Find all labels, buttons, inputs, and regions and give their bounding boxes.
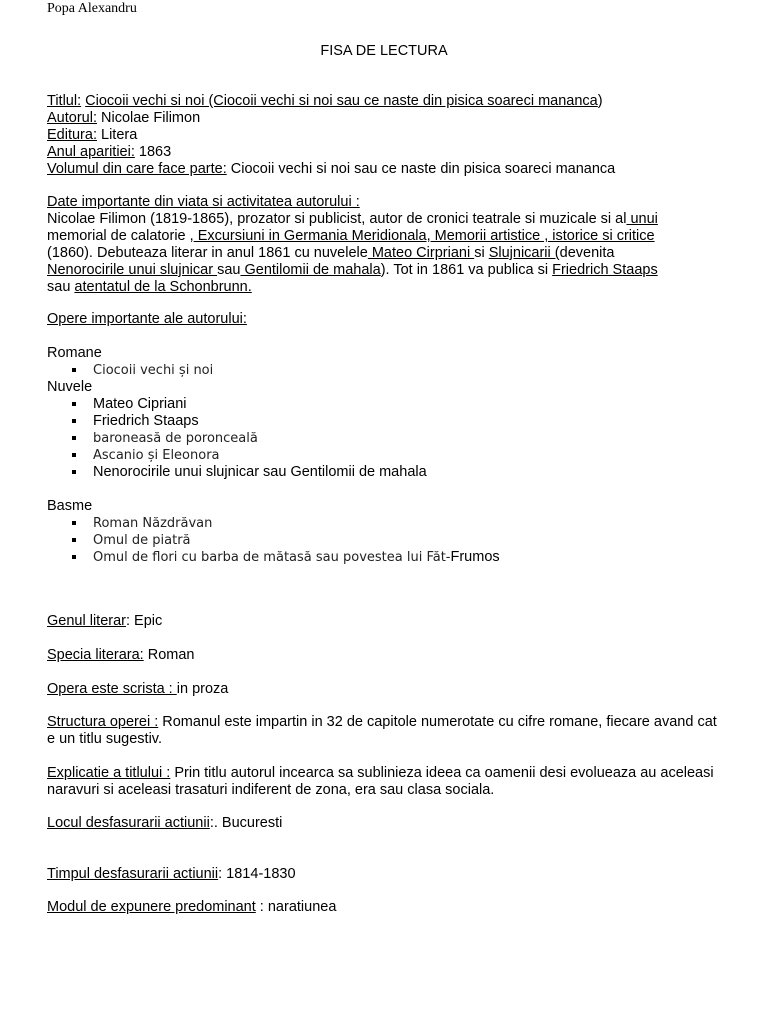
field-anul <box>47 144 727 161</box>
list-item: Roman Năzdrăvan <box>47 515 727 532</box>
bio-text-4: Excursiuni in Germania Meridionala, Memorii artistice , istorice si critice <box>193 228 655 244</box>
field-value-titlul-close: ) <box>597 93 603 109</box>
field-label-autorul: Autorul: <box>47 110 97 126</box>
field-value-autorul: Nicolae Filimon <box>96 110 201 126</box>
bio-line-1 <box>47 211 727 228</box>
list-item: Mateo Cipriani <box>47 396 727 413</box>
works-section <box>47 311 727 566</box>
list-item: Nenorocirile unui slujnicar sau Gentilomii de mahala <box>47 464 727 481</box>
romane-list <box>47 362 727 379</box>
basme-list <box>47 515 727 566</box>
scrisa-label: Opera este scrista : <box>47 681 177 697</box>
bio-text-14: Friedrich Staaps <box>552 262 658 278</box>
list-item: Omul de piatră <box>47 532 727 549</box>
scrisa-value: in proza <box>176 681 229 697</box>
bio-text-11: sau <box>217 262 241 278</box>
timpul-label: Timpul desfasurarii actiunii <box>47 866 219 882</box>
field-value-anul: 1863 <box>134 144 172 160</box>
explicatie-label: Explicatie a titlului : <box>47 765 171 781</box>
specia-label: Specia literara: <box>47 647 144 663</box>
nuvele-list <box>47 396 727 481</box>
field-scrisa <box>47 681 727 698</box>
bio-text-15: sau <box>47 279 75 295</box>
field-specia <box>47 647 727 664</box>
bio-text-9: devenita <box>559 245 615 261</box>
bio-text-1: Nicolae Filimon (1819-1865), prozator si publicist, autor de cronici teatrale si muzicale si al <box>47 211 627 227</box>
bio-text-13: ). Tot in 1861 va publica si <box>380 262 553 278</box>
field-modul <box>47 899 727 916</box>
field-label-editura: Editura: <box>47 127 97 143</box>
bio-line-3 <box>47 245 727 262</box>
structura-label: Structura operei : <box>47 714 159 730</box>
field-label-anul: Anul aparitiei: <box>47 144 135 160</box>
bio-text-12: Gentilomii de mahala <box>240 262 381 278</box>
modul-label: Modul de expunere predominant <box>47 899 256 915</box>
field-volumul <box>47 161 727 178</box>
field-value-volumul: Ciocoii vechi si noi sau ce naste din pisica soareci mananca <box>226 161 616 177</box>
basme-item-3-tail: Frumos <box>450 549 500 565</box>
field-autorul <box>47 110 727 127</box>
works-romane-label: Romane <box>47 345 102 361</box>
modul-value: : naratiunea <box>255 899 337 915</box>
timpul-value: : 1814-1830 <box>218 866 296 882</box>
bio-text-10: Nenorocirile unui slujnicar <box>47 262 218 278</box>
locul-value: :. Bucuresti <box>209 815 283 831</box>
gen-label: Genul literar <box>47 613 126 629</box>
basme-item-3-text: Omul de flori cu barba de mătasă sau povestea lui Făt- <box>93 550 451 565</box>
bio-heading: Date importante din viata si activitatea autorului : <box>47 194 360 210</box>
bio-text-8: Slujnicarii ( <box>488 245 560 261</box>
bio-text-16: atentatul de la Schonbrunn. <box>74 279 252 295</box>
field-gen <box>47 613 727 630</box>
field-titlul <box>47 93 727 110</box>
document-title: FISA DE LECTURA <box>320 43 448 59</box>
bio-line-4 <box>47 262 727 279</box>
list-item: Ciocoii vechi și noi <box>47 362 727 379</box>
field-label-titlul: Titlul: <box>47 93 82 109</box>
structura-value: Romanul este impartin in 32 de capitole numerotate cu cifre romane, fiecare avand cat e un titlu sugestiv. <box>47 714 717 747</box>
list-item: baroneasă de poronceală <box>47 430 727 447</box>
bio-text-2: unui <box>626 211 658 227</box>
bio-text-6: Mateo Cirpriani <box>367 245 475 261</box>
field-explicatie <box>47 765 727 799</box>
bio-line-5 <box>47 279 727 296</box>
specia-value: Roman <box>143 647 195 663</box>
field-structura <box>47 714 727 748</box>
field-label-volumul: Volumul din care face parte: <box>47 161 227 177</box>
bibliographic-fields <box>47 93 727 178</box>
locul-label: Locul desfasurarii actiunii <box>47 815 210 831</box>
field-value-titlul: Ciocoii vechi si noi (Ciocoii vechi si noi sau ce naste din pisica soareci mananca <box>85 93 598 109</box>
works-heading: Opere importante ale autorului: <box>47 311 247 327</box>
field-locul <box>47 815 727 832</box>
field-timpul <box>47 866 727 883</box>
field-value-editura: Litera <box>96 127 138 143</box>
gen-value: : Epic <box>125 613 163 629</box>
bio-text-5: (1860). Debuteaza literar in anul 1861 cu nuvelele <box>47 245 368 261</box>
works-basme-label: Basme <box>47 498 93 514</box>
document-author-header: Popa Alexandru <box>47 1 137 16</box>
bio-section <box>47 194 727 296</box>
works-nuvele-label: Nuvele <box>47 379 93 395</box>
explicatie-value: Prin titlu autorul incearca sa sublinieza ideea ca oamenii desi evolueaza au aceleasi naravuri si aceleasi trasaturi indiferent de zona, era sau clasa sociala. <box>47 765 714 798</box>
list-item: Ascanio și Eleonora <box>47 447 727 464</box>
list-item: Friedrich Staaps <box>47 413 727 430</box>
field-editura <box>47 127 727 144</box>
list-item <box>47 549 727 566</box>
bio-text-3: memorial de calatorie , <box>47 228 194 244</box>
bio-line-2 <box>47 228 727 245</box>
bio-text-7: si <box>474 245 489 261</box>
